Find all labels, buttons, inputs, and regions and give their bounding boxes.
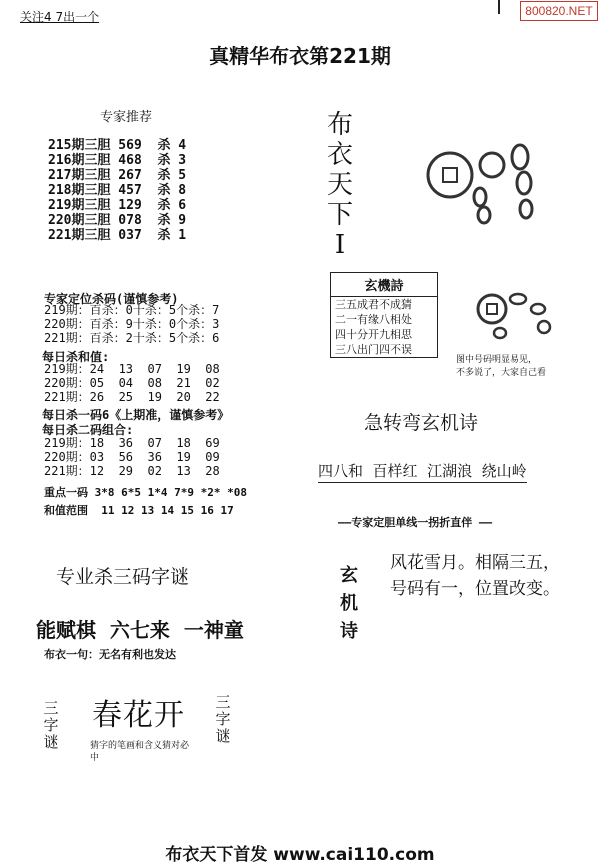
daily-sum-row: 220期：05 04 08 21 02 [44,376,220,390]
page-title: 真精华布衣第221期 [209,44,391,68]
riddle-note: 猜字的笔画和含义猜对必中 [90,741,190,763]
expert-rows [48,138,186,243]
key-one: 重点一码 3*8 6*5 1*4 7*9 *2* *08 [44,486,247,499]
expert-row: 219期三胆 129 杀 6 [48,198,187,213]
daily-one-heading: 每日杀一码6《上期准，谨慎参考》 [42,408,230,422]
mystic-poem2-line: 风花雪月。相隔三五， [390,553,560,573]
mystic-poem-line: 四十分开九相思 [335,328,412,341]
daily-two-row: 221期：12 29 02 13 28 [44,464,220,478]
mystic-poem2-side-char: 诗 [340,621,358,642]
position-kill-row: 219期：百杀：0十杀：5个杀：7 [44,303,220,317]
riddle-side-right: 三字谜 [215,693,231,745]
mystic-poem-note-line: 图中号码明显易见， [456,355,538,365]
daily-sum-row: 219期：24 13 07 19 08 [44,362,220,376]
riddle-line: 布衣一句：无名有利也发达 [44,648,176,661]
mystic-poem2-side-char: 玄 [340,565,358,586]
mystic-poem-line: 三五成君不成猜 [335,298,412,311]
mystic-poem-box [330,272,438,358]
vertical-title-char: 下 [326,200,353,230]
daily-sum-rows [44,362,220,404]
daily-two-heading: 每日杀二码组合: [42,423,134,437]
mystic-poem-line: 三八出门四不误 [335,343,412,356]
vertical-title-char: 衣 [326,140,353,170]
mystic-poem-heading: 玄機詩 [331,273,437,297]
expert-line: ——专家定胆单线一拐折直伴 —— [338,516,493,529]
mystic-poem2-line: 号码有一，位置改变。 [390,579,560,599]
mystic-poem2-side [336,562,362,646]
urgent-poem-line: 四八和 百样红 江湖浪 绕山岭 [318,460,527,483]
riddle-side-left: 三字谜 [43,699,59,751]
mystic-poem-note [456,354,546,380]
expert-row: 221期三胆 037 杀 1 [48,228,187,243]
mystic-poem2-body [390,550,560,602]
daily-two-rows [44,436,220,478]
vertical-title-char: 布 [326,110,353,140]
sum-range: 和值范围 11 12 13 14 15 16 17 [44,504,234,517]
expert-row: 215期三胆 569 杀 4 [48,138,187,153]
riddle-main: 能赋棋 六七来 一神童 [36,618,244,642]
mystic-poem-line: 二一有缘八相处 [335,313,412,326]
expert-heading: 专家推荐 [100,110,153,125]
daily-sum-row: 221期：26 25 19 20 22 [44,390,220,404]
follow-note: 关注4 7出一个 [20,10,100,24]
expert-row: 217期三胆 267 杀 5 [48,168,187,183]
coin-chain-icon [470,285,560,345]
urgent-poem-heading: 急转弯玄机诗 [364,412,479,434]
position-kill-rows [44,303,219,345]
coin-chain-icon [420,135,540,225]
riddle-center: 春花开 [92,698,185,733]
position-kill-row: 221期：百杀：2十杀：5个杀：6 [44,331,220,345]
vertical-title-char: 天 [326,170,353,200]
footer-text[interactable]: 布衣天下首发 www.cai110.com [165,845,435,865]
daily-two-row: 220期：03 56 36 19 09 [44,450,220,464]
expert-row: 216期三胆 468 杀 3 [48,153,187,168]
expert-row: 218期三胆 457 杀 8 [48,183,187,198]
riddle-heading: 专业杀三码字谜 [56,566,190,588]
divider-line [498,0,500,14]
daily-sum-heading: 每日杀和值: [42,350,110,364]
mystic-poem-note-line: 不多说了，大家自己看 [456,368,547,378]
vertical-title-char: I [334,230,346,260]
expert-row: 220期三胆 078 杀 9 [48,213,187,228]
daily-two-row: 219期：18 36 07 18 69 [44,436,220,450]
position-kill-row: 220期：百杀：9十杀：0个杀：3 [44,317,220,331]
mystic-poem2-side-char: 机 [340,593,358,614]
vertical-title [325,110,355,260]
position-kill-heading: 专家定位杀码(谨慎参考) [44,292,179,306]
site-badge[interactable]: 800820.NET [520,1,598,21]
